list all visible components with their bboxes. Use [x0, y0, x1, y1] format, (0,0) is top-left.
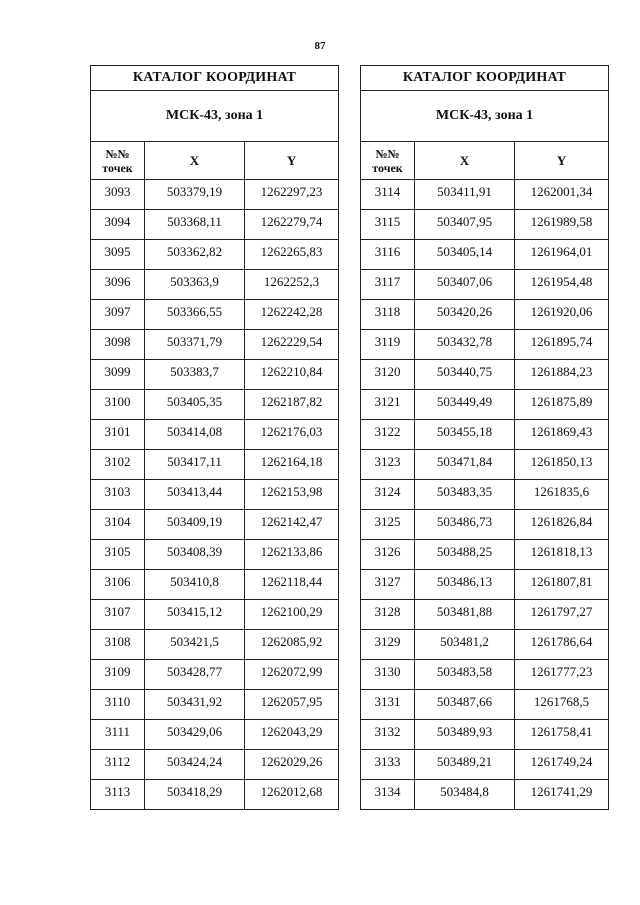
y-coordinate-cell: 1261818,13 — [515, 540, 609, 570]
point-number-cell: 3116 — [361, 240, 415, 270]
x-coordinate-cell: 503483,58 — [415, 660, 515, 690]
x-coordinate-cell: 503483,35 — [415, 480, 515, 510]
y-coordinate-cell: 1262252,3 — [245, 270, 339, 300]
table-row — [361, 360, 609, 390]
coordinate-system-title: МСК-43, зона 1 — [361, 91, 609, 142]
y-coordinate-cell: 1262210,84 — [245, 360, 339, 390]
table-row — [91, 600, 339, 630]
y-coordinate-cell: 1261749,24 — [515, 750, 609, 780]
y-coordinate-cell: 1262297,23 — [245, 180, 339, 210]
y-coordinate-cell: 1261884,23 — [515, 360, 609, 390]
y-coordinate-cell: 1262242,28 — [245, 300, 339, 330]
point-number-cell: 3128 — [361, 600, 415, 630]
point-number-cell: 3118 — [361, 300, 415, 330]
table-row — [91, 420, 339, 450]
table-row — [361, 630, 609, 660]
table-body — [91, 180, 339, 810]
x-coordinate-cell: 503487,66 — [415, 690, 515, 720]
point-number-header — [91, 142, 145, 180]
table-row — [361, 480, 609, 510]
table-row — [91, 510, 339, 540]
x-coordinate-cell: 503429,06 — [145, 720, 245, 750]
point-number-cell: 3099 — [91, 360, 145, 390]
table-row — [91, 720, 339, 750]
x-coordinate-cell: 503417,11 — [145, 450, 245, 480]
y-coordinate-cell: 1262279,74 — [245, 210, 339, 240]
y-coordinate-cell: 1261768,5 — [515, 690, 609, 720]
table-row — [91, 630, 339, 660]
table-row — [91, 330, 339, 360]
y-header: Y — [515, 142, 609, 180]
y-coordinate-cell: 1262072,99 — [245, 660, 339, 690]
y-coordinate-cell: 1261869,43 — [515, 420, 609, 450]
y-coordinate-cell: 1262029,26 — [245, 750, 339, 780]
table-row — [91, 570, 339, 600]
x-coordinate-cell: 503371,79 — [145, 330, 245, 360]
table-row — [91, 480, 339, 510]
x-coordinate-cell: 503408,39 — [145, 540, 245, 570]
point-number-cell: 3098 — [91, 330, 145, 360]
table-row — [361, 750, 609, 780]
y-coordinate-cell: 1261954,48 — [515, 270, 609, 300]
x-coordinate-cell: 503405,14 — [415, 240, 515, 270]
point-number-cell: 3129 — [361, 630, 415, 660]
point-number-cell: 3119 — [361, 330, 415, 360]
y-coordinate-cell: 1262043,29 — [245, 720, 339, 750]
point-number-cell: 3111 — [91, 720, 145, 750]
table-row — [361, 420, 609, 450]
y-coordinate-cell: 1262085,92 — [245, 630, 339, 660]
x-coordinate-cell: 503455,18 — [415, 420, 515, 450]
x-coordinate-cell: 503488,25 — [415, 540, 515, 570]
point-number-cell: 3109 — [91, 660, 145, 690]
table-row — [91, 780, 339, 810]
x-coordinate-cell: 503431,92 — [145, 690, 245, 720]
x-coordinate-cell: 503379,19 — [145, 180, 245, 210]
y-coordinate-cell: 1261826,84 — [515, 510, 609, 540]
y-coordinate-cell: 1262057,95 — [245, 690, 339, 720]
x-coordinate-cell: 503424,24 — [145, 750, 245, 780]
x-coordinate-cell: 503449,49 — [415, 390, 515, 420]
point-number-cell: 3120 — [361, 360, 415, 390]
y-coordinate-cell: 1262001,34 — [515, 180, 609, 210]
point-number-cell: 3100 — [91, 390, 145, 420]
x-coordinate-cell: 503481,2 — [415, 630, 515, 660]
y-coordinate-cell: 1262133,86 — [245, 540, 339, 570]
point-number-cell: 3132 — [361, 720, 415, 750]
catalog-title: КАТАЛОГ КООРДИНАТ — [361, 66, 609, 91]
y-coordinate-cell: 1262100,29 — [245, 600, 339, 630]
x-coordinate-cell: 503363,9 — [145, 270, 245, 300]
table-row — [91, 750, 339, 780]
point-number-cell: 3121 — [361, 390, 415, 420]
point-number-cell: 3113 — [91, 780, 145, 810]
table-row — [361, 720, 609, 750]
x-coordinate-cell: 503471,84 — [415, 450, 515, 480]
page-number: 87 — [314, 40, 326, 52]
table-row — [91, 240, 339, 270]
x-coordinate-cell: 503432,78 — [415, 330, 515, 360]
y-coordinate-cell: 1261777,23 — [515, 660, 609, 690]
x-coordinate-cell: 503409,19 — [145, 510, 245, 540]
x-coordinate-cell: 503486,13 — [415, 570, 515, 600]
point-number-cell: 3110 — [91, 690, 145, 720]
y-coordinate-cell: 1262153,98 — [245, 480, 339, 510]
y-coordinate-cell: 1262229,54 — [245, 330, 339, 360]
point-number-cell: 3124 — [361, 480, 415, 510]
point-number-header-line1: №№ — [375, 146, 400, 161]
coordinate-catalog-table-right — [360, 65, 609, 810]
point-number-cell: 3114 — [361, 180, 415, 210]
x-coordinate-cell: 503407,95 — [415, 210, 515, 240]
y-coordinate-cell: 1261964,01 — [515, 240, 609, 270]
table-row — [91, 180, 339, 210]
x-coordinate-cell: 503489,93 — [415, 720, 515, 750]
point-number-cell: 3101 — [91, 420, 145, 450]
table-row — [91, 210, 339, 240]
table-row — [361, 210, 609, 240]
table-row — [361, 240, 609, 270]
table-row — [91, 660, 339, 690]
y-coordinate-cell: 1261758,41 — [515, 720, 609, 750]
y-coordinate-cell: 1261835,6 — [515, 480, 609, 510]
y-coordinate-cell: 1261895,74 — [515, 330, 609, 360]
x-coordinate-cell: 503415,12 — [145, 600, 245, 630]
x-coordinate-cell: 503413,44 — [145, 480, 245, 510]
y-coordinate-cell: 1262012,68 — [245, 780, 339, 810]
y-coordinate-cell: 1261920,06 — [515, 300, 609, 330]
point-number-header-line2: точек — [102, 160, 133, 175]
x-coordinate-cell: 503366,55 — [145, 300, 245, 330]
table-row — [361, 780, 609, 810]
x-header: X — [415, 142, 515, 180]
y-coordinate-cell: 1261850,13 — [515, 450, 609, 480]
point-number-cell: 3122 — [361, 420, 415, 450]
table-row — [361, 390, 609, 420]
x-coordinate-cell: 503405,35 — [145, 390, 245, 420]
table-row — [361, 450, 609, 480]
y-coordinate-cell: 1261797,27 — [515, 600, 609, 630]
catalog-title: КАТАЛОГ КООРДИНАТ — [91, 66, 339, 91]
x-coordinate-cell: 503362,82 — [145, 240, 245, 270]
point-number-cell: 3102 — [91, 450, 145, 480]
point-number-cell: 3131 — [361, 690, 415, 720]
point-number-cell: 3106 — [91, 570, 145, 600]
y-coordinate-cell: 1262265,83 — [245, 240, 339, 270]
x-header: X — [145, 142, 245, 180]
table-row — [361, 510, 609, 540]
table-row — [91, 540, 339, 570]
y-coordinate-cell: 1262187,82 — [245, 390, 339, 420]
y-coordinate-cell: 1261807,81 — [515, 570, 609, 600]
y-coordinate-cell: 1262142,47 — [245, 510, 339, 540]
point-number-cell: 3112 — [91, 750, 145, 780]
table-row — [361, 690, 609, 720]
x-coordinate-cell: 503368,11 — [145, 210, 245, 240]
x-coordinate-cell: 503428,77 — [145, 660, 245, 690]
point-number-cell: 3094 — [91, 210, 145, 240]
point-number-cell: 3123 — [361, 450, 415, 480]
point-number-cell: 3093 — [91, 180, 145, 210]
x-coordinate-cell: 503421,5 — [145, 630, 245, 660]
point-number-cell: 3130 — [361, 660, 415, 690]
point-number-cell: 3097 — [91, 300, 145, 330]
table-row — [361, 600, 609, 630]
point-number-header — [361, 142, 415, 180]
x-coordinate-cell: 503410,8 — [145, 570, 245, 600]
point-number-cell: 3104 — [91, 510, 145, 540]
table-row — [91, 360, 339, 390]
point-number-cell: 3127 — [361, 570, 415, 600]
point-number-cell: 3133 — [361, 750, 415, 780]
table-row — [91, 390, 339, 420]
point-number-cell: 3096 — [91, 270, 145, 300]
table-row — [91, 270, 339, 300]
table-row — [361, 660, 609, 690]
table-row — [91, 450, 339, 480]
point-number-cell: 3125 — [361, 510, 415, 540]
x-coordinate-cell: 503411,91 — [415, 180, 515, 210]
table-row — [361, 180, 609, 210]
y-coordinate-cell: 1261875,89 — [515, 390, 609, 420]
x-coordinate-cell: 503407,06 — [415, 270, 515, 300]
point-number-cell: 3095 — [91, 240, 145, 270]
y-coordinate-cell: 1261786,64 — [515, 630, 609, 660]
table-row — [91, 300, 339, 330]
table-row — [361, 330, 609, 360]
x-coordinate-cell: 503481,88 — [415, 600, 515, 630]
x-coordinate-cell: 503420,26 — [415, 300, 515, 330]
point-number-cell: 3126 — [361, 540, 415, 570]
y-header: Y — [245, 142, 339, 180]
y-coordinate-cell: 1262164,18 — [245, 450, 339, 480]
table-row — [361, 570, 609, 600]
point-number-cell: 3108 — [91, 630, 145, 660]
point-number-cell: 3134 — [361, 780, 415, 810]
y-coordinate-cell: 1262118,44 — [245, 570, 339, 600]
point-number-header-line2: точек — [372, 160, 403, 175]
x-coordinate-cell: 503486,73 — [415, 510, 515, 540]
y-coordinate-cell: 1262176,03 — [245, 420, 339, 450]
table-body — [361, 180, 609, 810]
point-number-cell: 3117 — [361, 270, 415, 300]
table-row — [91, 690, 339, 720]
point-number-cell: 3105 — [91, 540, 145, 570]
x-coordinate-cell: 503414,08 — [145, 420, 245, 450]
table-row — [361, 270, 609, 300]
coordinate-catalog-table-left — [90, 65, 339, 810]
point-number-cell: 3107 — [91, 600, 145, 630]
y-coordinate-cell: 1261989,58 — [515, 210, 609, 240]
x-coordinate-cell: 503440,75 — [415, 360, 515, 390]
point-number-header-line1: №№ — [105, 146, 130, 161]
point-number-cell: 3115 — [361, 210, 415, 240]
table-row — [361, 540, 609, 570]
x-coordinate-cell: 503383,7 — [145, 360, 245, 390]
y-coordinate-cell: 1261741,29 — [515, 780, 609, 810]
x-coordinate-cell: 503484,8 — [415, 780, 515, 810]
table-row — [361, 300, 609, 330]
x-coordinate-cell: 503418,29 — [145, 780, 245, 810]
coordinate-system-title: МСК-43, зона 1 — [91, 91, 339, 142]
x-coordinate-cell: 503489,21 — [415, 750, 515, 780]
point-number-cell: 3103 — [91, 480, 145, 510]
